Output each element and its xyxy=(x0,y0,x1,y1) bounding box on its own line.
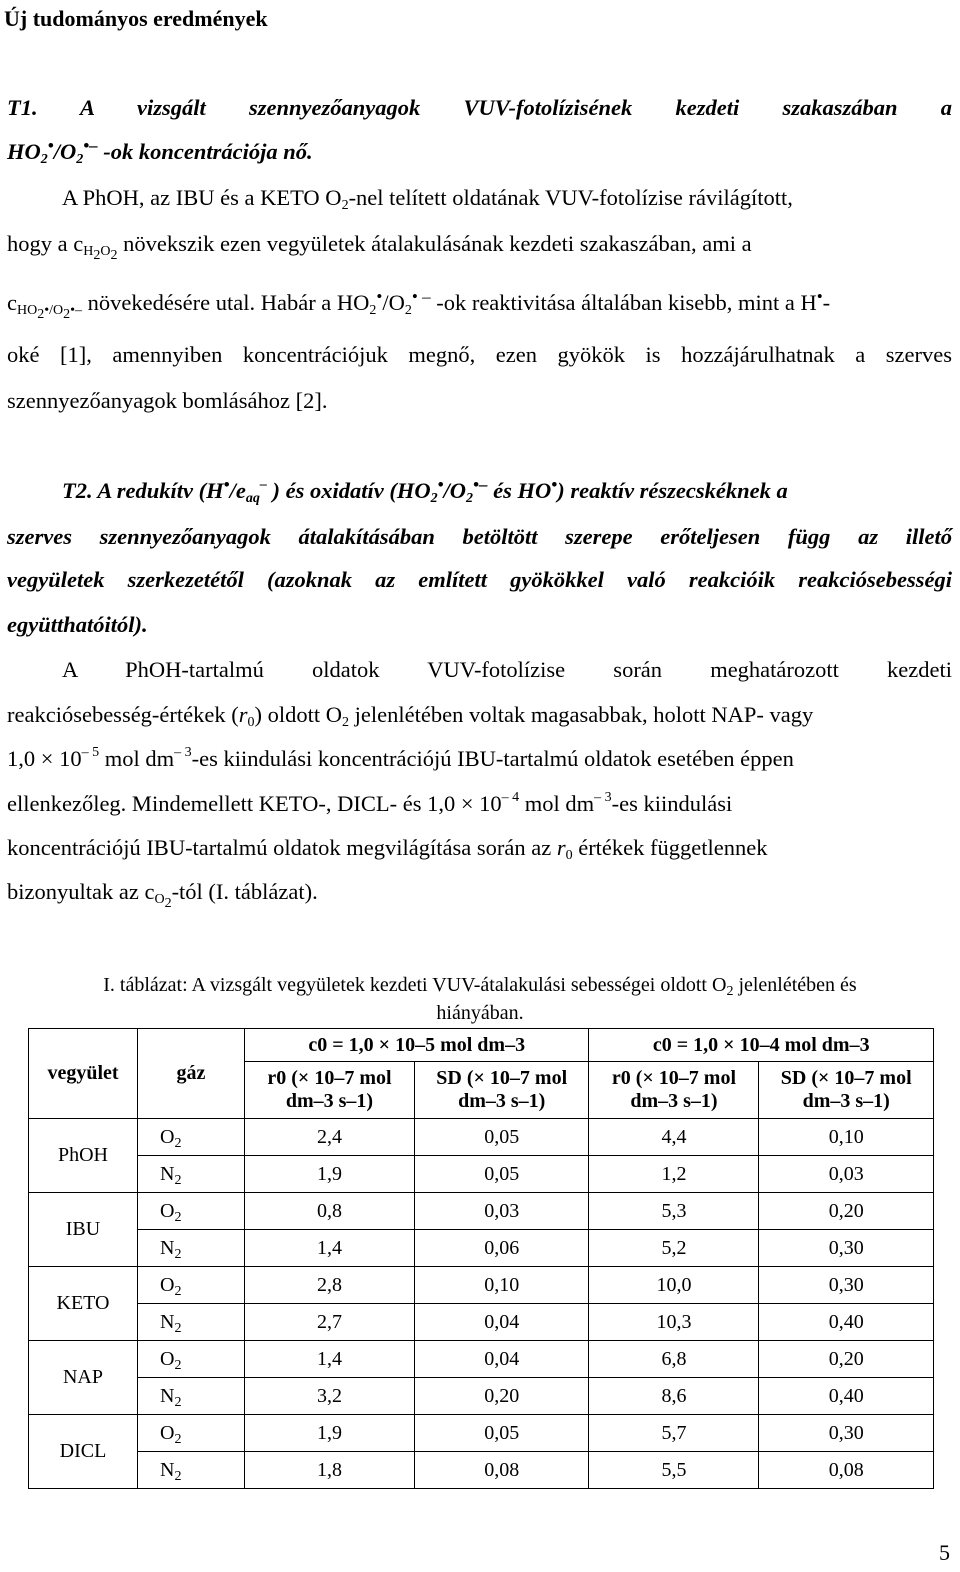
table-row xyxy=(29,1304,934,1341)
page-number: 5 xyxy=(939,1540,950,1565)
t1-title-line-2: $HO_2^•/O_2^{•-}$ -ok koncentrációja nő. xyxy=(7,136,313,167)
value-cell-r2: 5,2 xyxy=(589,1230,759,1267)
t1-paragraph-line-1: A PhOH, az IBU és a KETO $O_2$-nel telített oldatának VUV-fotolízise rávilágított, xyxy=(62,185,793,213)
gas-cell: $N_2$ xyxy=(138,1452,245,1489)
value-cell-r1: 2,7 xyxy=(245,1304,415,1341)
t2-title-line-4: együtthatóitól). xyxy=(7,612,148,637)
value-cell-r2: 10,3 xyxy=(589,1304,759,1341)
col-compound-header: vegyület xyxy=(29,1029,138,1119)
value-cell-r2: 6,8 xyxy=(589,1341,759,1378)
gas-cell: $O_2$ xyxy=(138,1415,245,1452)
value-cell-sd1: 0,10 xyxy=(414,1267,589,1304)
value-cell-sd2: 0,20 xyxy=(759,1193,934,1230)
t2-paragraph-line-4: ellenkezőleg. Mindemellett KETO-, DICL- és $1,0 \times 10^{- 4}$ mol $dm^{- 3}-es$ kiindulási xyxy=(7,790,733,816)
value-cell-sd1: 0,08 xyxy=(414,1452,589,1489)
value-cell-sd1: 0,05 xyxy=(414,1156,589,1193)
value-cell-r1: 1,4 xyxy=(245,1230,415,1267)
compound-cell: KETO xyxy=(29,1267,138,1341)
gas-cell: $O_2$ xyxy=(138,1341,245,1378)
value-cell-r2: 10,0 xyxy=(589,1267,759,1304)
t1-title-line-1: T1. A vizsgált szennyezőanyagok VUV-fotolízisének kezdeti szakaszában a xyxy=(7,95,952,120)
value-cell-sd1: 0,04 xyxy=(414,1341,589,1378)
table-caption: I. táblázat: A vizsgált vegyületek kezdeti VUV-átalakulási sebességei oldott $O_2$ jelenlétében és xyxy=(103,974,857,999)
gas-cell: $N_2$ xyxy=(138,1304,245,1341)
value-cell-sd2: 0,30 xyxy=(759,1230,934,1267)
value-cell-sd1: 0,03 xyxy=(414,1193,589,1230)
table-body xyxy=(29,1119,934,1489)
value-cell-r1: 3,2 xyxy=(245,1378,415,1415)
value-cell-r2: 5,7 xyxy=(589,1415,759,1452)
table-row xyxy=(29,1230,934,1267)
value-cell-sd2: 0,30 xyxy=(759,1415,934,1452)
t1-paragraph-line-2: hogy a $c_{H_2O_2}$ növekszik ezen vegyületek átalakulásának kezdeti szakaszában, ami a xyxy=(7,231,752,263)
value-cell-r1: 1,8 xyxy=(245,1452,415,1489)
gas-cell: $N_2$ xyxy=(138,1378,245,1415)
table-row xyxy=(29,1378,934,1415)
gas-cell: $N_2$ xyxy=(138,1230,245,1267)
value-cell-sd2: 0,30 xyxy=(759,1267,934,1304)
table-row xyxy=(29,1193,934,1230)
t2-paragraph-line-2: reakciósebesség-értékek $(r_0)$ oldott $O_2$ jelenlétében voltak magasabbak, holott NAP- vagy xyxy=(7,702,814,730)
compound-cell: IBU xyxy=(29,1193,138,1267)
table-caption-line-2: hiányában. xyxy=(436,1002,524,1024)
group1-header: c0 = 1,0 × 10–5 mol dm–3 xyxy=(245,1029,589,1062)
sd-header-1: SD (× 10–7 mol dm–3 s–1) xyxy=(414,1062,589,1119)
t2-title-line-1: T2. A redukítv ($H^•/e_{aq}^-$ ) és oxidatív ($HO_2^•/O_2^{•-}$ és HO•) reaktív részecskéknek a xyxy=(62,475,788,506)
table-row xyxy=(29,1341,934,1378)
value-cell-r1: 2,4 xyxy=(245,1119,415,1156)
t2-paragraph-line-6: bizonyultak az $c_{O_2}$-tól (I. táblázat). xyxy=(7,879,318,911)
table-row xyxy=(29,1267,934,1304)
t2-paragraph-line-1: A PhOH-tartalmú oldatok VUV-fotolízise során meghatározott kezdeti xyxy=(62,657,952,682)
compound-cell: DICL xyxy=(29,1415,138,1489)
gas-cell: $O_2$ xyxy=(138,1267,245,1304)
value-cell-sd1: 0,06 xyxy=(414,1230,589,1267)
t2-title-line-3: vegyületek szerkezetétől (azoknak az említett gyökökkel való reakcióik reakciósebességi xyxy=(7,567,952,592)
compound-cell: NAP xyxy=(29,1341,138,1415)
r0-header-2: r0 (× 10–7 mol dm–3 s–1) xyxy=(589,1062,759,1119)
value-cell-r1: 1,9 xyxy=(245,1415,415,1452)
value-cell-sd1: 0,04 xyxy=(414,1304,589,1341)
group2-header: c0 = 1,0 × 10–4 mol dm–3 xyxy=(589,1029,934,1062)
table-row xyxy=(29,1452,934,1489)
t2-paragraph-line-5: koncentrációjú IBU-tartalmú oldatok megvilágítása során az $r_0$ értékek függetlennek xyxy=(7,835,768,863)
value-cell-r2: 5,5 xyxy=(589,1452,759,1489)
value-cell-sd2: 0,20 xyxy=(759,1341,934,1378)
gas-cell: $O_2$ xyxy=(138,1193,245,1230)
page-heading: Új tudományos eredmények xyxy=(4,6,268,31)
t2-title-line-2: szerves szennyezőanyagok átalakításában betöltött szerepe erőteljesen függ az illető xyxy=(7,524,952,549)
value-cell-r1: 2,8 xyxy=(245,1267,415,1304)
value-cell-r1: 1,9 xyxy=(245,1156,415,1193)
t1-paragraph-line-5: szennyezőanyagok bomlásához [2]. xyxy=(7,388,328,413)
value-cell-r2: 1,2 xyxy=(589,1156,759,1193)
value-cell-sd2: 0,08 xyxy=(759,1452,934,1489)
value-cell-sd1: 0,05 xyxy=(414,1119,589,1156)
value-cell-sd1: 0,05 xyxy=(414,1415,589,1452)
value-cell-sd2: 0,40 xyxy=(759,1378,934,1415)
value-cell-r1: 0,8 xyxy=(245,1193,415,1230)
value-cell-sd2: 0,10 xyxy=(759,1119,934,1156)
results-table xyxy=(28,1028,934,1489)
compound-cell: PhOH xyxy=(29,1119,138,1193)
table-row xyxy=(29,1415,934,1452)
col-gas-header: gáz xyxy=(138,1029,245,1119)
value-cell-sd2: 0,03 xyxy=(759,1156,934,1193)
t1-paragraph-line-4: oké [1], amennyiben koncentrációjuk megnő, ezen gyökök is hozzájárulhatnak a szerves xyxy=(7,342,952,367)
gas-cell: $O_2$ xyxy=(138,1119,245,1156)
sd-header-2: SD (× 10–7 mol dm–3 s–1) xyxy=(759,1062,934,1119)
value-cell-r2: 4,4 xyxy=(589,1119,759,1156)
t1-paragraph-line-3: $c_{HO_2•/O_2•-}$ növekedésére utal. Habár a $HO_2^•/O_2^{• -}$ -ok reaktivitása általában kisebb, mint a H•- xyxy=(7,287,831,322)
value-cell-sd2: 0,40 xyxy=(759,1304,934,1341)
table-row xyxy=(29,1119,934,1156)
value-cell-r2: 5,3 xyxy=(589,1193,759,1230)
value-cell-r2: 8,6 xyxy=(589,1378,759,1415)
table-row xyxy=(29,1156,934,1193)
r0-header-1: r0 (× 10–7 mol dm–3 s–1) xyxy=(245,1062,415,1119)
t2-paragraph-line-3: $1,0 \times 10^{- 5}$ mol $dm^{- 3}-es$ kiindulási koncentrációjú IBU-tartalmú oldatok esetében éppen xyxy=(7,745,794,771)
value-cell-r1: 1,4 xyxy=(245,1341,415,1378)
value-cell-sd1: 0,20 xyxy=(414,1378,589,1415)
gas-cell: $N_2$ xyxy=(138,1156,245,1193)
